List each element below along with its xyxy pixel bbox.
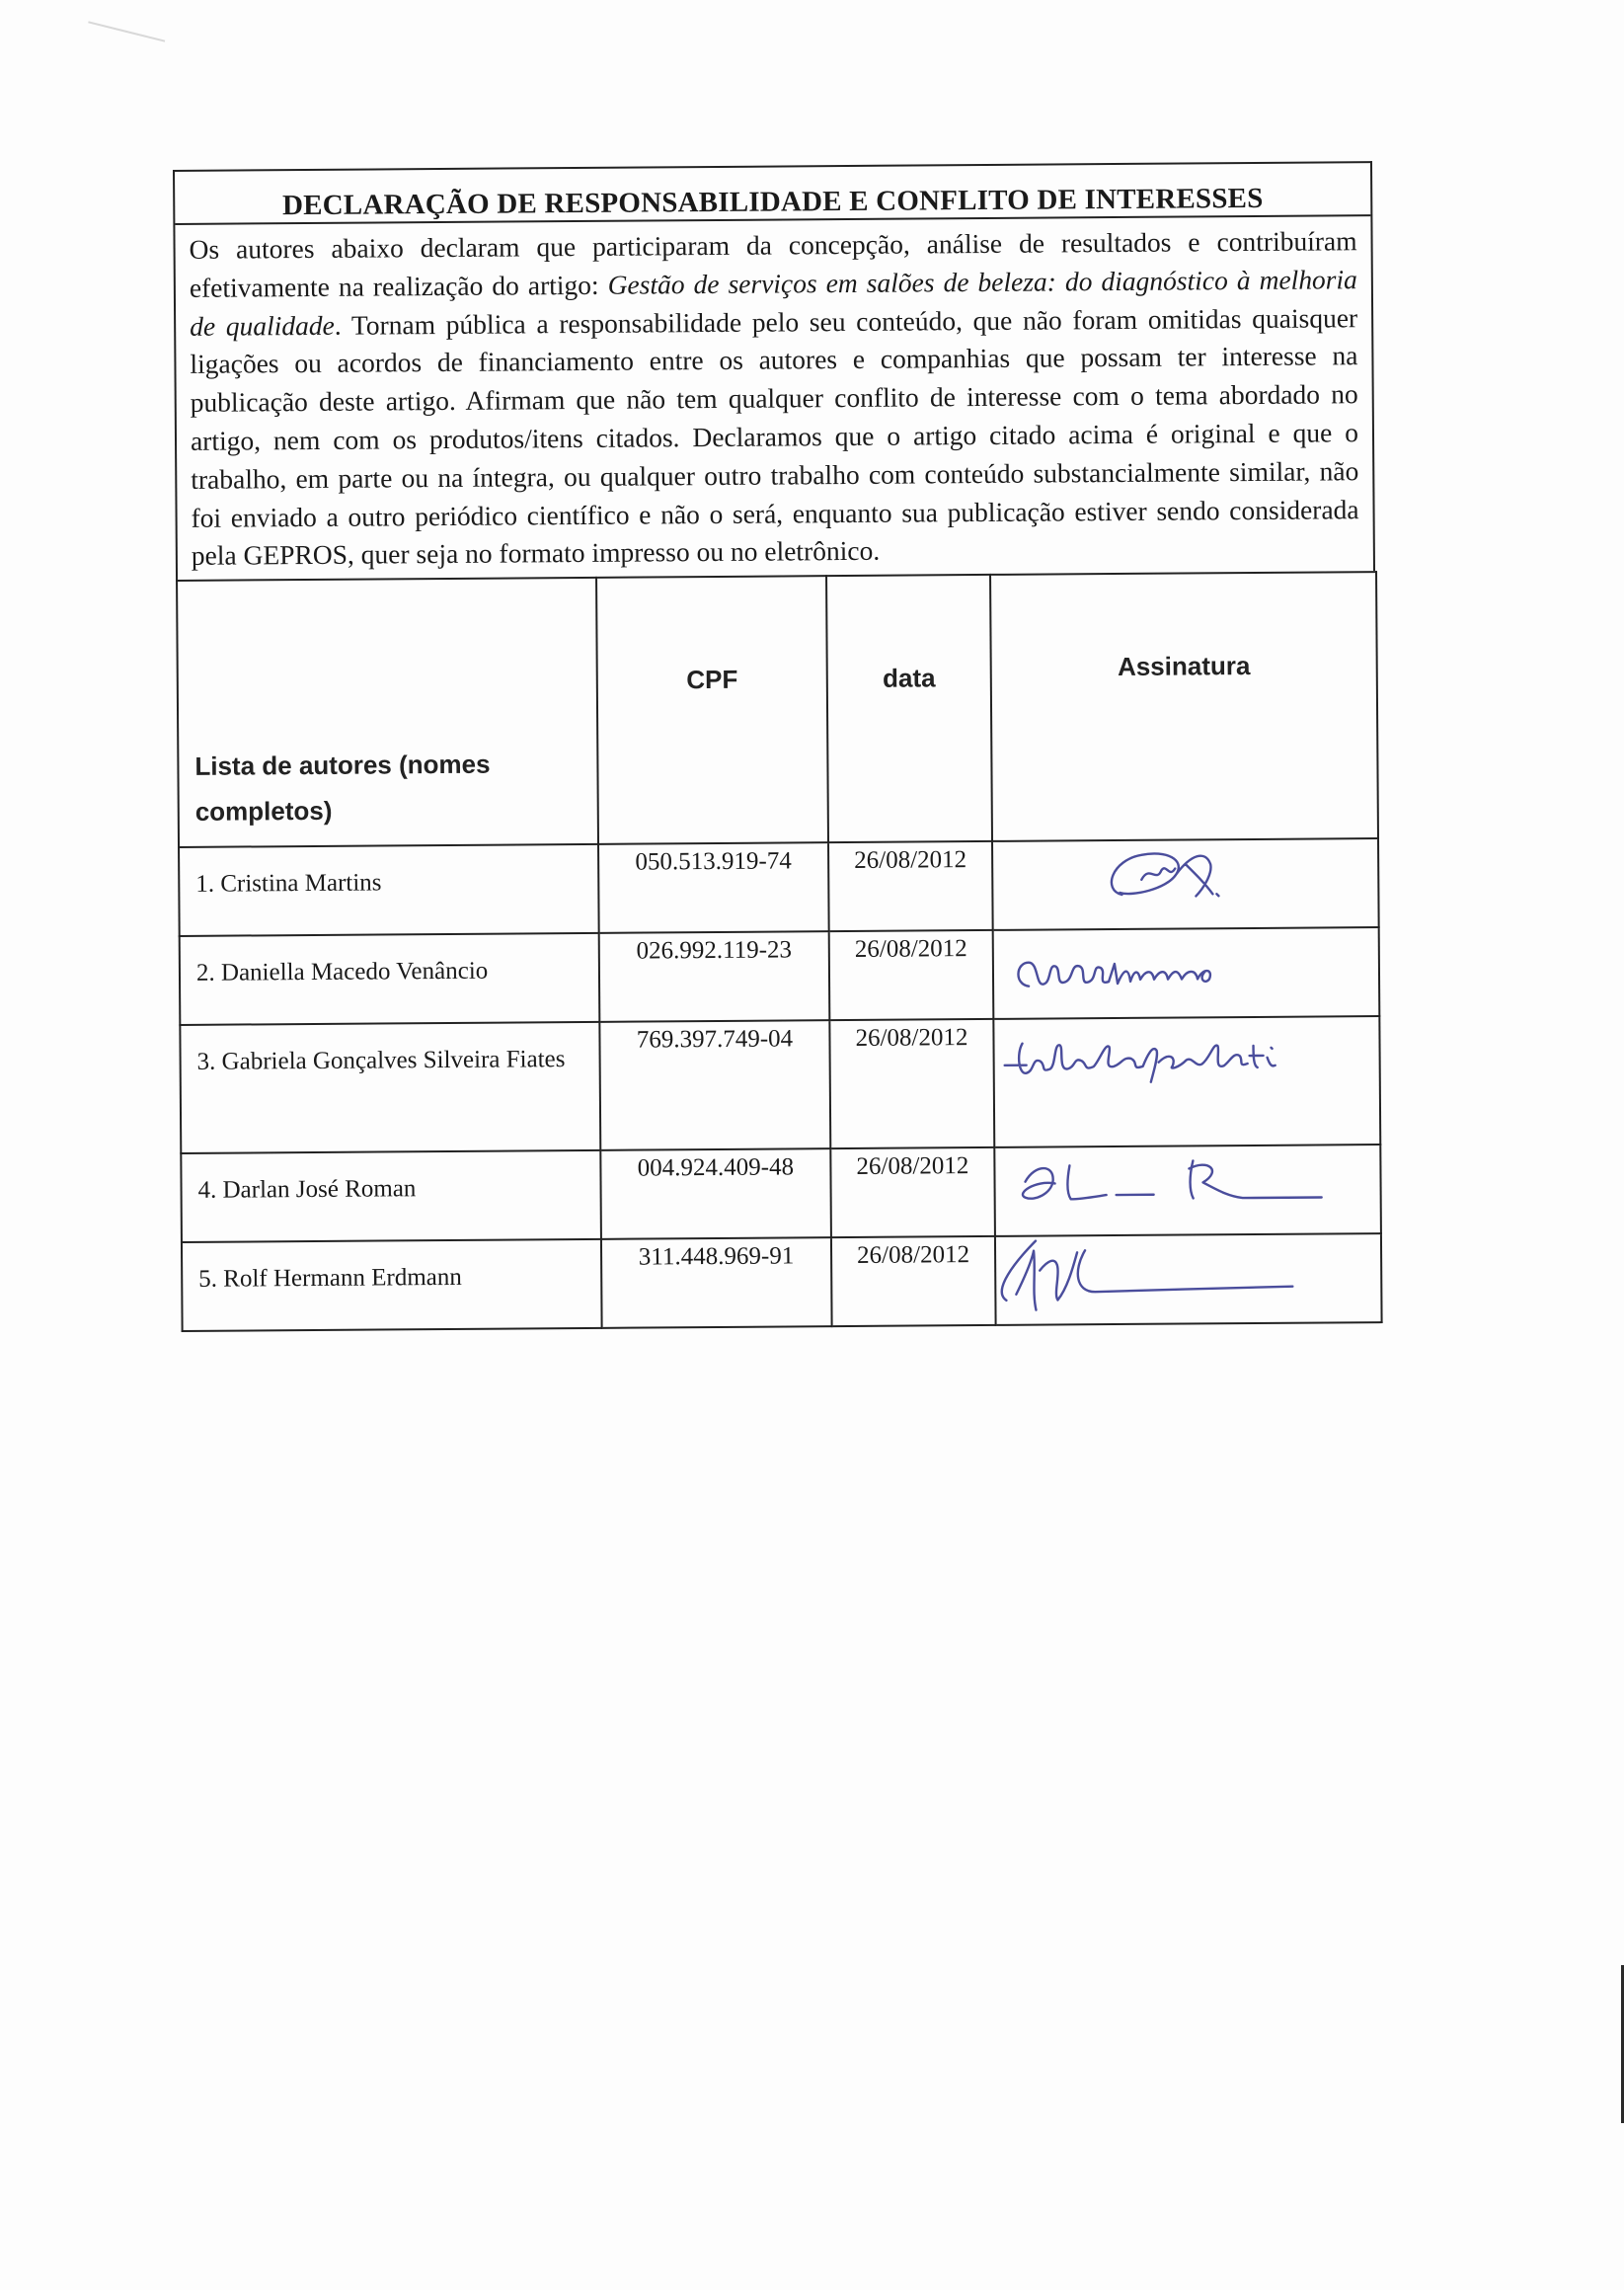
author-name: 2. Daniella Macedo Venâncio [180,933,600,1025]
header-signature: Assinatura [990,572,1378,841]
table-row [182,1233,1382,1331]
authors-table [176,571,1383,1332]
signature-5-icon [996,1228,1383,1310]
declaration-title: DECLARAÇÃO DE RESPONSABILIDADE E CONFLITO DE INTERESSES [175,163,1370,225]
table-row [180,927,1380,1025]
declaration-text-start: Os autores abaixo declaram que participaram da concepção, análise de resultados e contribuíram efetivamente na realização do artigo: [189,225,1357,303]
author-signature [994,1145,1381,1236]
author-date: 26/08/2012 [829,930,994,1020]
author-cpf: 769.397.749-04 [599,1020,830,1150]
declaration-box [173,161,1375,580]
signature-2-icon [994,922,1381,1004]
author-cpf: 050.513.919-74 [598,842,829,933]
author-date: 26/08/2012 [831,1236,996,1326]
author-date: 26/08/2012 [828,841,993,931]
author-signature [992,838,1379,930]
article-title: Gestão de serviços em salões de beleza: do diagnóstico à melhoria de qualidade [190,264,1357,342]
scan-corner-mark [88,0,170,42]
author-signature [995,1233,1382,1325]
author-name: 3. Gabriela Gonçalves Silveira Fiates [180,1022,600,1153]
signature-1-icon [993,833,1380,915]
table-row [180,1016,1380,1153]
table-header-row [177,572,1378,847]
author-name: 4. Darlan José Roman [181,1150,601,1242]
declaration-text [175,216,1373,580]
author-name: 5. Rolf Hermann Erdmann [182,1239,602,1331]
signature-4-icon [995,1140,1382,1222]
author-name: 1. Cristina Martins [179,844,599,936]
table-row [181,1145,1381,1242]
header-date: data [826,575,992,842]
declaration-text-end: . Tornam pública a responsabilidade pelo seu conteúdo, que não foram omitidas quaisquer ligações ou acordos de financiamento entre os autores e companhias que possam ter interesse na publicação deste artigo. Afirmam que não tem qualquer conflito de interesse com o tema abordado no artigo, nem com os produtos/itens citados. Declaramos que o artigo citado acima é original e que o trabalho, em parte ou na íntegra, ou qualquer outro trabalho com conteúdo substancialmente similar, não foi enviado a outro periódico científico e não o será, enquanto sua publicação estiver sendo considerada pela GEPROS, quer seja no formato impresso ou no eletrônico. [190,301,1359,572]
author-cpf: 004.924.409-48 [600,1148,831,1239]
header-cpf: CPF [596,576,828,844]
header-authors: Lista de autores (nomes completos) [177,578,598,847]
author-signature [993,927,1380,1019]
author-cpf: 026.992.119-23 [599,931,830,1022]
signature-3-icon [994,1011,1381,1093]
author-signature [993,1016,1380,1147]
author-date: 26/08/2012 [830,1147,995,1237]
author-date: 26/08/2012 [829,1019,994,1148]
author-cpf: 311.448.969-91 [601,1237,832,1328]
table-row [179,838,1379,936]
declaration-form [173,161,1381,1332]
